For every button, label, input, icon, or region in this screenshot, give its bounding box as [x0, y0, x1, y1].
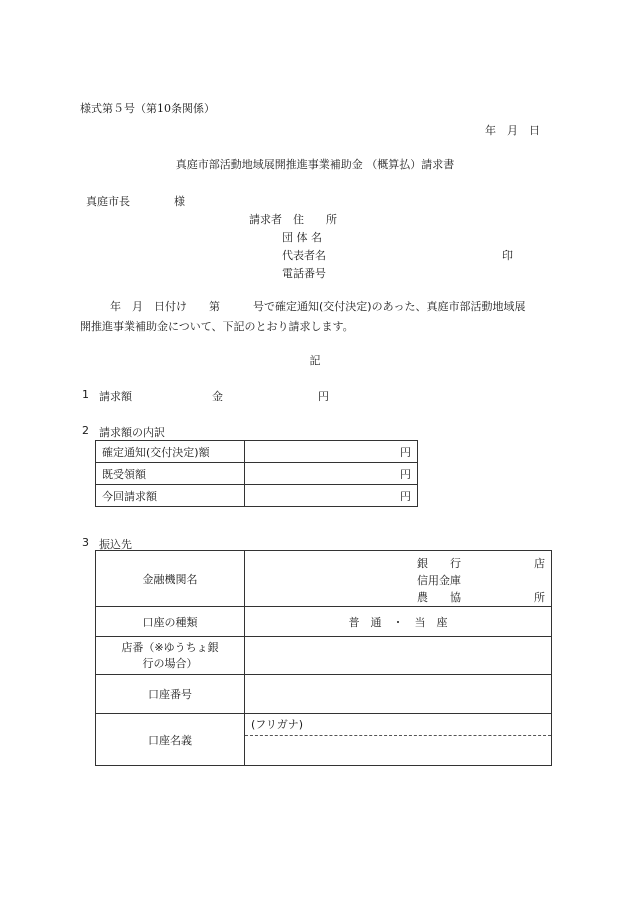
breakdown-row	[96, 441, 418, 463]
breakdown-label: 今回請求額	[96, 485, 245, 507]
representative-label: 代表者名	[282, 249, 326, 262]
account-name-row	[96, 714, 552, 766]
body-line-2: 開推進事業補助金について、下記のとおり請求します。	[80, 320, 354, 333]
ki-label: 記	[309, 354, 321, 367]
bank-suffix-branch: 店	[534, 557, 545, 570]
phone-label: 電話番号	[282, 267, 326, 280]
bank-type-shinkin: 信用金庫	[417, 574, 461, 587]
section2-number: 2	[82, 424, 89, 437]
branch-no-label-line1: 店番（※ゆうちょ銀	[121, 640, 219, 654]
breakdown-label: 既受領額	[96, 463, 245, 485]
section1-number: 1	[82, 388, 89, 401]
account-type-label: 口座の種類	[96, 607, 245, 637]
form-number: 様式第５号（第10条関係）	[80, 102, 215, 115]
branch-no-field	[245, 637, 552, 675]
breakdown-row	[96, 485, 418, 507]
addressee: 真庭市長 様	[86, 195, 185, 208]
account-no-row	[96, 675, 552, 714]
breakdown-table	[95, 440, 418, 507]
branch-no-label-line2: 行の場合）	[142, 656, 198, 670]
section1-kin: 金	[212, 390, 223, 403]
bank-type-nokyo: 農 協	[417, 591, 461, 604]
account-type-row	[96, 607, 552, 637]
breakdown-label: 確定通知(交付決定)額	[96, 441, 245, 463]
document-title: 真庭市部活動地域展開推進事業補助金 （概算払）請求書	[175, 158, 455, 171]
seal-mark: 印	[502, 249, 513, 262]
breakdown-amount-field[interactable]: 円	[245, 441, 418, 463]
breakdown-row	[96, 463, 418, 485]
section1-yen: 円	[318, 390, 329, 403]
account-name-field[interactable]	[245, 714, 552, 766]
account-no-field	[245, 675, 552, 714]
date-line: 年 月 日	[485, 124, 540, 137]
furigana-field[interactable]	[245, 714, 551, 736]
account-type-options[interactable]: 普 通 ・ 当 座	[245, 607, 552, 637]
branch-no-row	[96, 637, 552, 675]
account-name-label: 口座名義	[96, 714, 245, 766]
section3-number: 3	[82, 536, 89, 549]
bank-type-bank: 銀 行	[417, 557, 461, 570]
account-no-label: 口座番号	[96, 675, 245, 714]
requester-label: 請求者	[249, 213, 282, 226]
bank-suffix-office: 所	[534, 591, 545, 604]
body-line-1: 年 月 日付け 第 号で確定通知(交付決定)のあった、真庭市部活動地域展	[110, 300, 526, 313]
furigana-label: (フリガナ)	[251, 718, 304, 731]
transfer-table	[95, 550, 552, 766]
group-name-label: 団 体 名	[282, 231, 322, 244]
section1-label: 請求額	[99, 390, 132, 403]
bank-name-label: 金融機関名	[96, 551, 245, 607]
breakdown-amount-field[interactable]: 円	[245, 485, 418, 507]
address-label: 住 所	[293, 213, 337, 226]
section3-label: 振込先	[99, 538, 132, 551]
bank-row	[96, 551, 552, 607]
branch-no-label	[96, 637, 245, 675]
bank-name-field[interactable]	[245, 551, 552, 607]
breakdown-amount-field[interactable]: 円	[245, 463, 418, 485]
section2-label: 請求額の内訳	[99, 426, 165, 439]
